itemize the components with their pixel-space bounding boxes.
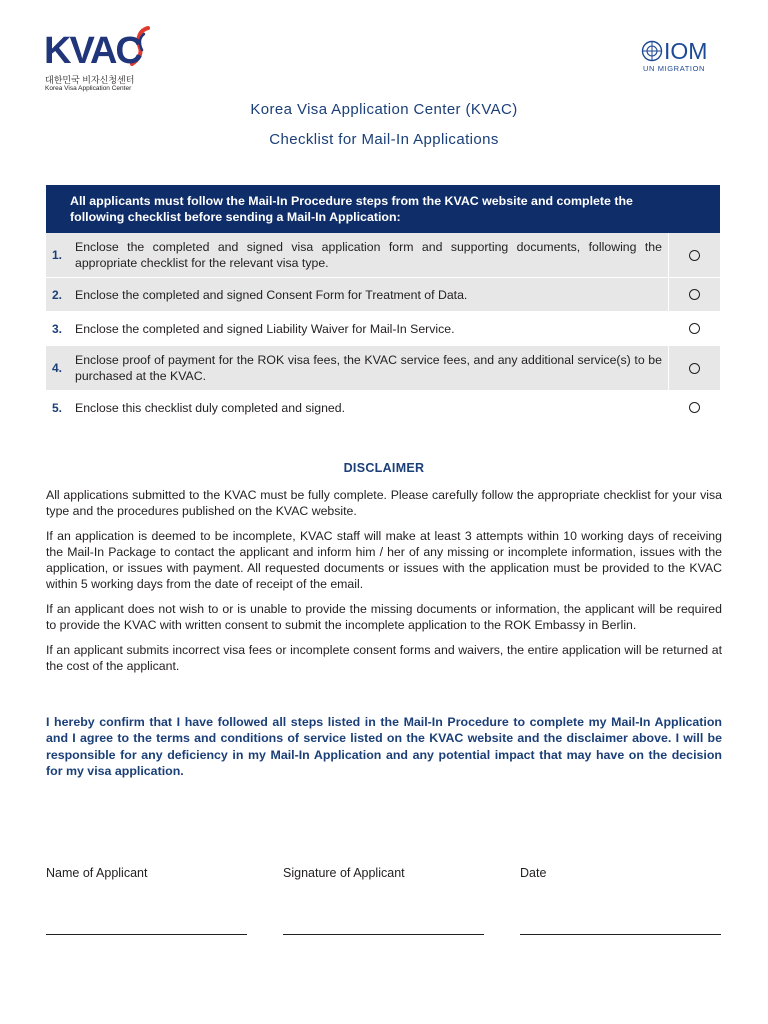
disclaimer-body <box>46 487 722 683</box>
un-emblem-icon <box>641 40 663 62</box>
checklist-item-label: Enclose proof of payment for the ROK visa fees, the KVAC service fees, and any additional service(s) to be purchased at the KVAC. <box>75 353 662 383</box>
kvac-wordmark: KVAC <box>44 30 141 72</box>
circle-checkbox-icon[interactable] <box>689 289 700 300</box>
name-of-applicant-label: Name of Applicant <box>46 866 148 880</box>
checklist-header: All applicants must follow the Mail-In Procedure steps from the KVAC website and complete the following checklist before sending a Mail-In Application: <box>46 185 720 233</box>
checklist-item-checkbox[interactable] <box>668 346 720 390</box>
kvac-subtitle: Korea Visa Application Center <box>45 85 132 92</box>
checklist-item-text <box>75 391 668 424</box>
checklist-table <box>46 185 720 425</box>
checklist-item-number: 2. <box>52 287 63 302</box>
checklist-item-number: 5. <box>52 400 63 415</box>
checklist-row <box>46 278 720 312</box>
checklist-item-label: Enclose the completed and signed Liability Waiver for Mail-In Service. <box>75 321 455 336</box>
checklist-item-label: Enclose the completed and signed visa application form and supporting documents, following the appropriate checklist for the relevant visa type. <box>75 240 662 270</box>
iom-subtitle: UN MIGRATION <box>643 64 706 73</box>
disclaimer-paragraph: All applications submitted to the KVAC must be fully complete. Please carefully follow the appropriate checklist for your visa type and the procedures published on the KVAC website. <box>46 488 722 518</box>
confirmation-statement: I hereby confirm that I have followed all steps listed in the Mail-In Procedure to complete my Mail-In Application and I agree to the terms and conditions of service listed on the KVAC website and the disclaimer above. I will be responsible for any deficiency in my Mail-In Application and any potential impact that may have on the decision for my visa application. <box>46 715 722 779</box>
disclaimer-paragraph: If an application is deemed to be incomplete, KVAC staff will make at least 3 attempts within 10 working days of receiving the Mail-In Package to contact the applicant and inform him / her of any missing or incomplete information, issues with the application, or issues with payment. All requested documents or issues with the application must be provided to the KVAC within 5 working days from the date of receipt of the email. <box>46 529 722 591</box>
iom-wordmark: IOM <box>664 38 708 64</box>
kvac-korean-text: 대한민국 비자신청센터 <box>45 75 135 85</box>
checklist-item-label: Enclose this checklist duly completed and signed. <box>75 400 345 415</box>
circle-checkbox-icon[interactable] <box>689 402 700 413</box>
signature-of-applicant-label: Signature of Applicant <box>283 866 405 880</box>
page-title: Korea Visa Application Center (KVAC) <box>250 101 518 118</box>
circle-checkbox-icon[interactable] <box>689 323 700 334</box>
checklist-item-checkbox[interactable] <box>668 278 720 311</box>
disclaimer-heading: DISCLAIMER <box>343 461 425 475</box>
checklist-row <box>46 233 720 278</box>
checklist-item-text <box>75 233 668 277</box>
checklist-item-number: 3. <box>52 321 63 336</box>
checklist-item-text <box>75 312 668 345</box>
checklist-item-text <box>75 278 668 311</box>
circle-checkbox-icon[interactable] <box>689 250 700 261</box>
circle-checkbox-icon[interactable] <box>689 363 700 374</box>
checklist-item-number: 4. <box>52 361 63 375</box>
date-signature-line[interactable] <box>520 934 721 935</box>
checklist-item-checkbox[interactable] <box>668 391 720 424</box>
kvac-logo <box>44 26 164 96</box>
checklist-item-checkbox[interactable] <box>668 312 720 345</box>
checklist-row <box>46 346 720 391</box>
page-subtitle: Checklist for Mail-In Applications <box>269 131 499 148</box>
checklist-item-text <box>75 346 668 390</box>
checklist-item-checkbox[interactable] <box>668 233 720 277</box>
disclaimer-paragraph: If an applicant does not wish to or is unable to provide the missing documents or information, the applicant will be required to provide the KVAC with written consent to submit the incomplete application to the ROK Embassy in Berlin. <box>46 602 722 632</box>
name-signature-line[interactable] <box>46 934 247 935</box>
date-label: Date <box>520 866 547 880</box>
checklist-item-number: 1. <box>52 248 63 262</box>
checklist-row <box>46 312 720 346</box>
iom-logo <box>641 40 723 76</box>
signature-line[interactable] <box>283 934 484 935</box>
checklist-item-label: Enclose the completed and signed Consent Form for Treatment of Data. <box>75 287 468 302</box>
checklist-row <box>46 391 720 425</box>
disclaimer-paragraph: If an applicant submits incorrect visa fees or incomplete consent forms and waivers, the entire application will be returned at the cost of the applicant. <box>46 643 722 673</box>
